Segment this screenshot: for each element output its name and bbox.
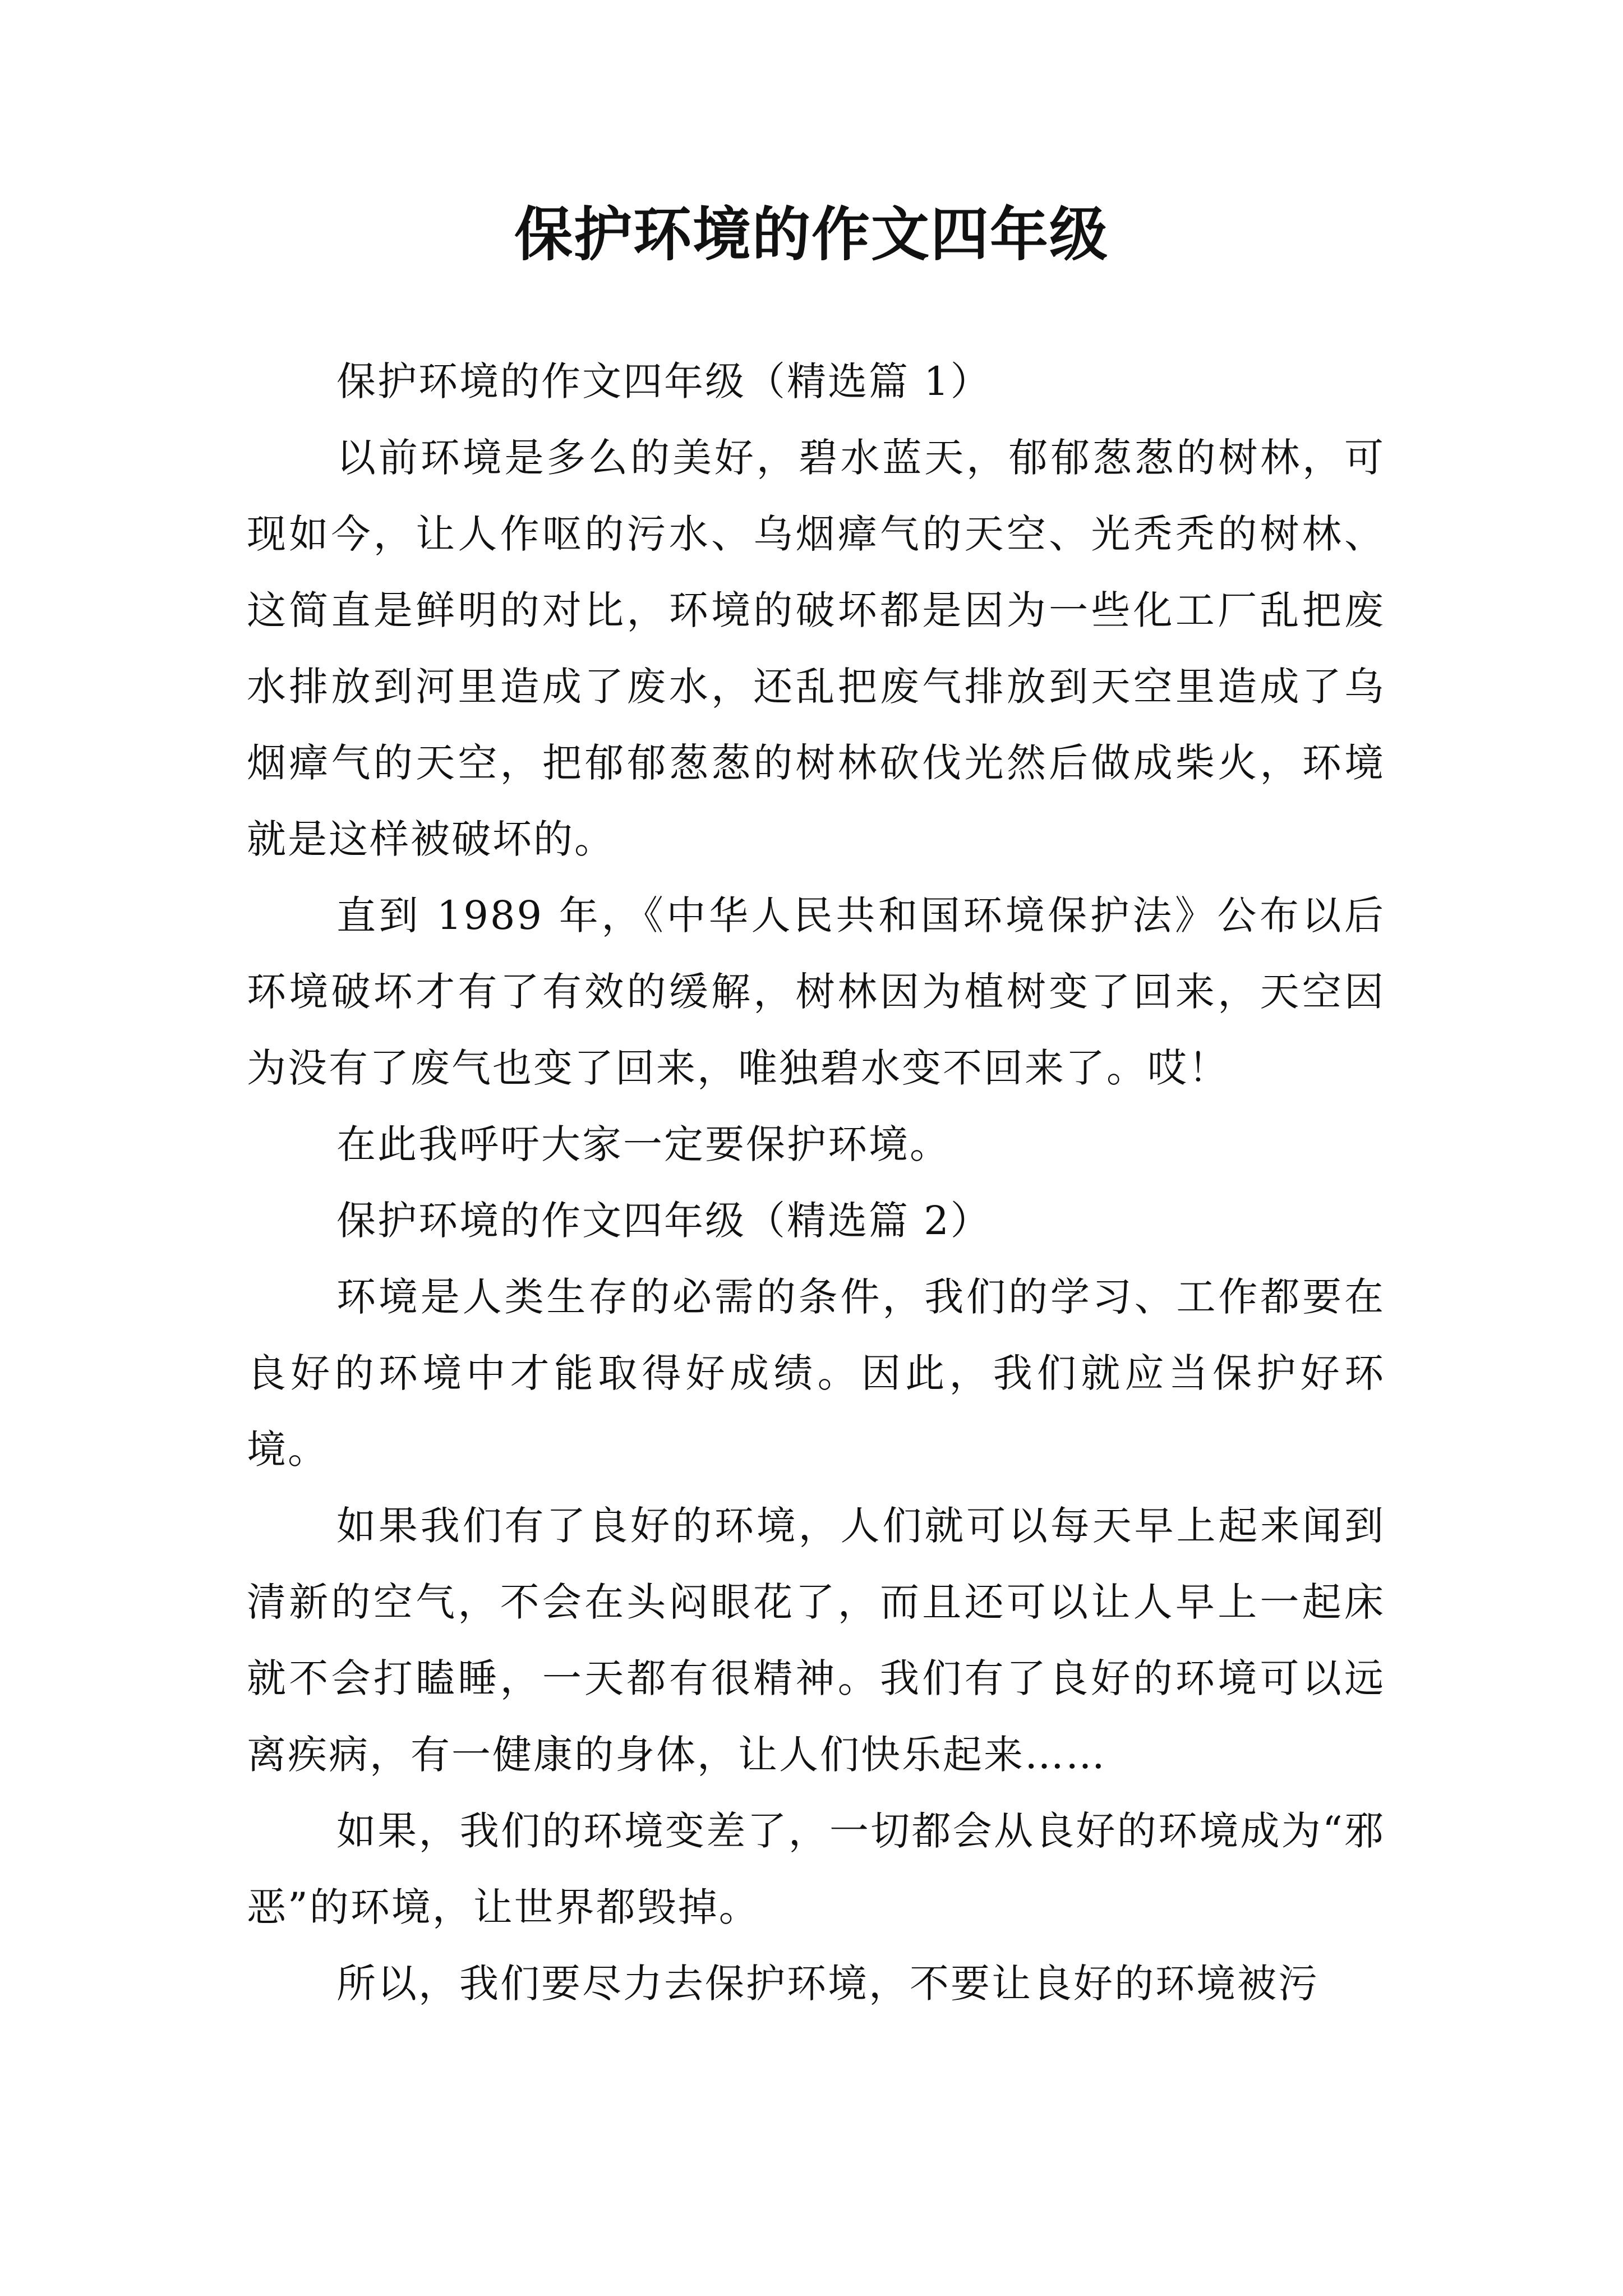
paragraph: 在此我呼吁大家一定要保护环境。: [336, 1121, 951, 1167]
paragraph: 如果，我们的环境变差了，一切都会从良好的环境成为“邪恶”的环境，让世界都毁掉。: [247, 1808, 1385, 1930]
paragraph: 环境是人类生存的必需的条件，我们的学习、工作都要在良好的环境中才能取得好成绩。因此，我们就应当保护好环境。: [247, 1274, 1385, 1473]
document-body: [247, 343, 1385, 2022]
paragraph: 直到 1989 年，《中华人民共和国环境保护法》公布以后环境破坏才有了有效的缓解，树林因为植树变了回来，天空因为没有了废气也变了回来，唯独碧水变不回来了。哎！: [247, 892, 1385, 1091]
paragraph: 所以，我们要尽力去保护环境，不要让良好的环境被污: [336, 1961, 1319, 2007]
section-heading-1: 保护环境的作文四年级（精选篇 1）: [336, 358, 992, 404]
page-title: 保护环境的作文四年级: [514, 200, 1109, 269]
section-heading-2: 保护环境的作文四年级（精选篇 2）: [336, 1198, 992, 1244]
paragraph: 如果我们有了良好的环境，人们就可以每天早上起来闻到清新的空气，不会在头闷眼花了，而且还可以让人早上一起床就不会打瞌睡，一天都有很精神。我们有了良好的环境可以远离疾病，有一健康的身体，让人们快乐起来……: [247, 1503, 1385, 1778]
paragraph: 以前环境是多么的美好，碧水蓝天，郁郁葱葱的树林，可现如今，让人作呕的污水、乌烟瘴气的天空、光秃秃的树林、这简直是鲜明的对比，环境的破坏都是因为一些化工厂乱把废水排放到河里造成了废水，还乱把废气排放到天空里造成了乌烟瘴气的天空，把郁郁葱葱的树林砍伐光然后做成柴火，环境就是这样被破坏的。: [247, 435, 1385, 862]
